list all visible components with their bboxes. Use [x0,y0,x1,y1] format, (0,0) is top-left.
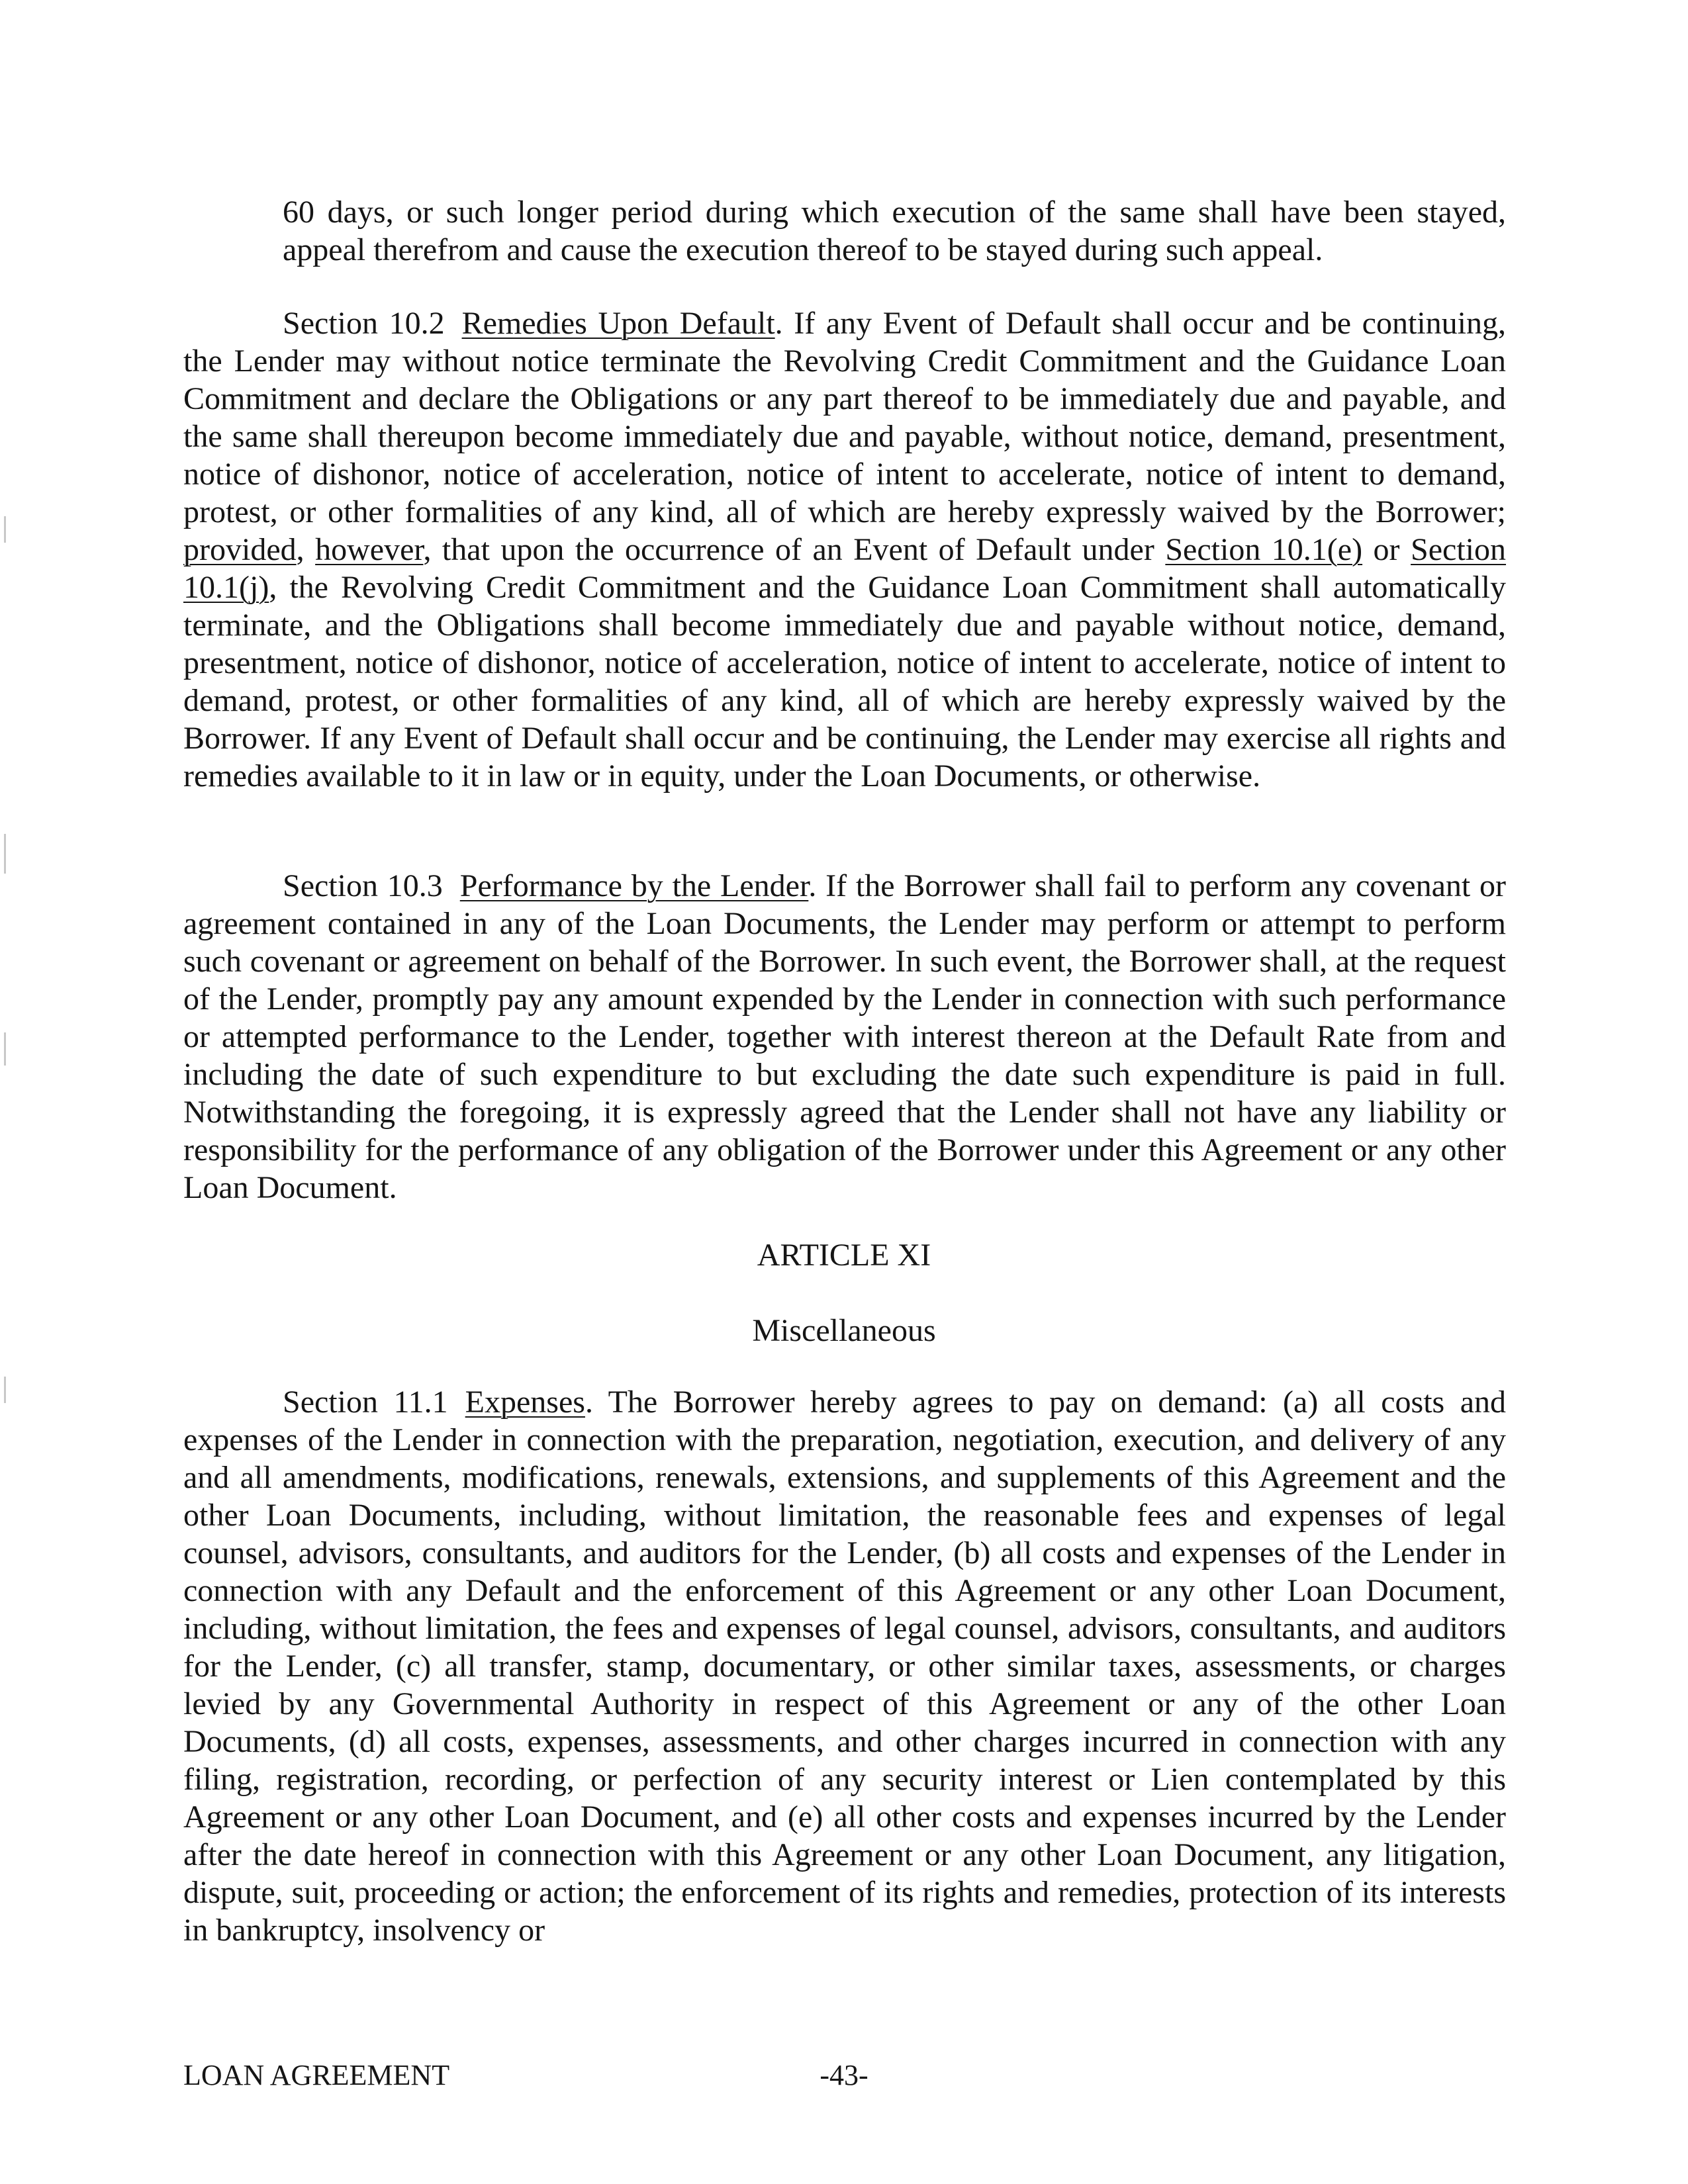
article-subheading: Miscellaneous [752,1313,936,1348]
section-number: Section 10.3 [283,868,443,903]
cross-reference: Section 10.1(e) [1165,532,1363,567]
section-text: . If any Event of Default shall occur and be continuing, the Lender may without notice terminate the Revolving Credit Commitment and the Guidance Loan Commitment and declare the Obligations or any part thereof to be immediately due and payable, and the same shall thereupon become immediately due and payable, without notice, demand, presentment, notice of dishonor, notice of acceleration, notice of intent to accelerate, notice of intent to demand, protest, or other formalities of any kind, all of which are hereby expressly waived by the Borrower; [183,306,1506,529]
section-number: Section 10.2 [283,306,445,341]
section-text: . The Borrower hereby agrees to pay on demand: (a) all costs and expenses of the Lender in connection with the preparation, negotiation, execution, and delivery of any and all amendments, modifications, renewals, extensions, and supplements of this Agreement and the other Loan Documents, including, without limitation, the reasonable fees and expenses of legal counsel, advisors, consultants, and auditors for the Lender, (b) all costs and expenses of the Lender in connection with any Default and the enforcement of this Agreement or any other Loan Document, including, without limitation, the fees and expenses of legal counsel, advisors, consultants, and auditors for the Lender, (c) all transfer, stamp, documentary, or other similar taxes, assessments, or charges levied by any Governmental Authority in respect of this Agreement or any of the other Loan Documents, (d) all costs, expenses, assessments, and other charges incurred in connection with any filing, registration, recording, or perfection of any security interest or Lien contemplated by this Agreement or any other Loan Document, and (e) all other costs and expenses incurred by the Lender after the date hereof in connection with this Agreement or any other Loan Document, any litigation, dispute, suit, proceeding or action; the enforcement of its rights and remedies, protection of its interests in bankruptcy, insolvency or [183,1385,1506,1948]
article-heading: ARTICLE XI [757,1238,931,1273]
provided-term: provided [183,532,297,567]
scan-artifact [4,516,6,543]
section-10-3-paragraph [183,867,1506,1206]
section-title: Expenses [465,1385,585,1420]
section-text: , that upon the occurrence of an Event of Default under [423,532,1166,567]
section-text: , the Revolving Credit Commitment and the Guidance Loan Commitment shall automatically terminate, and the Obligations shall become immediately due and payable without notice, demand, presentment, notice of dishonor, notice of acceleration, notice of intent to accelerate, notice of intent to demand, protest, or other formalities of any kind, all of which are hereby expressly waived by the Borrower. If any Event of Default shall occur and be continuing, the Lender may exercise all rights and remedies available to it in law or in equity, under the Loan Documents, or otherwise. [183,570,1506,794]
scan-artifact [4,1032,6,1066]
section-title: Performance by the Lender [459,868,809,903]
continuation-paragraph: 60 days, or such longer period during which execution of the same shall have been stayed, appeal therefrom and cause the execution thereof to be stayed during such appeal. [283,195,1506,267]
scan-artifact [4,1377,6,1403]
section-text: , [296,532,316,567]
section-number: Section 11.1 [283,1385,448,1420]
footer-page-number: -43- [820,2059,868,2091]
footer-document-title: LOAN AGREEMENT [183,2059,450,2091]
section-title: Remedies Upon Default [461,306,775,341]
scan-artifact [4,834,6,874]
cross-reference: Section 10.1(j) [183,532,1507,605]
however-term: however [315,532,424,567]
section-10-2-paragraph [183,304,1506,795]
section-text: . If the Borrower shall fail to perform any covenant or agreement contained in any of the Loan Documents, the Lender may perform or attempt to perform such covenant or agreement on behalf of the Borrower. In such event, the Borrower shall, at the request of the Lender, promptly pay any amount expended by the Lender in connection with such performance or attempted performance to the Lender, together with interest thereon at the Default Rate from and including the date of such expenditure to but excluding the date such expenditure is paid in full. Notwithstanding the foregoing, it is expressly agreed that the Lender shall not have any liability or responsibility for the performance of any obligation of the Borrower under this Agreement or any other Loan Document. [183,868,1506,1205]
section-text: or [1362,532,1411,567]
section-11-1-paragraph [183,1383,1506,1949]
